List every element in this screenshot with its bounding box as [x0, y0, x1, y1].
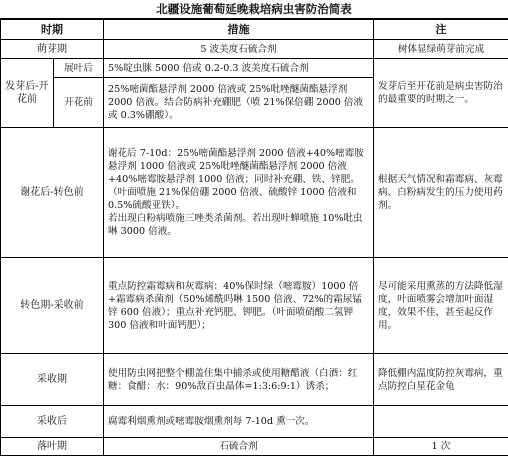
- period-cell: 谢花后-转色前: [1, 128, 104, 258]
- measure-cell: [104, 128, 374, 258]
- period-cell: 采收后: [1, 406, 104, 438]
- header-note: 注: [374, 19, 508, 40]
- note-cell: 1 次: [374, 438, 508, 456]
- header-row: [1, 19, 508, 40]
- table-row: [1, 438, 508, 456]
- note-cell: 根据天气情况和霜霉病、灰霉病、白粉病发生的压力使用药剂。: [374, 128, 508, 258]
- measure-cell: 腐霉利烟熏剂或嘧霉胺烟熏剂每 7-10d 熏一次。: [104, 406, 374, 438]
- measure-cell: 5%啶虫脒 5000 倍或 0.2-0.3 波美度石硫合剂: [104, 59, 374, 78]
- period-cell: 转色期-采收前: [1, 258, 104, 354]
- measure-cell: 石硫合剂: [104, 438, 374, 456]
- measure-cell: 5 波美度石硫合剂: [104, 40, 374, 59]
- table-row: [1, 406, 508, 438]
- period-cell: 萌芽期: [1, 40, 104, 59]
- note-cell: 树体显绿萌芽前完成: [374, 40, 508, 59]
- period-cell: 采收期: [1, 354, 104, 406]
- measure-text-extra: 若出现白粉病喷施三唑类杀菌剂。若出现叶蝉喷施 10%吡虫啉 3000 倍液。: [108, 213, 363, 237]
- sub-period-cell: 展叶后: [54, 59, 104, 78]
- period-cell: 落叶期: [1, 438, 104, 456]
- header-period: 时期: [1, 19, 104, 40]
- measure-cell: 重点防控霜霉病和灰霉病：40%保时绿（嘧霉胺）1000 倍+霜霉病杀菌剂（50%烯酰吗啉 1500 倍液、72%的霜尿锰锌 600 倍液）；重点补充钙肥、钾肥。（叶面喷硝酸二氢钾 300 倍液和叶面钙肥）；: [104, 258, 374, 354]
- note-cell: [374, 406, 508, 438]
- table-title: 北疆设施葡萄延晚栽培病虫害防治简表: [156, 2, 352, 16]
- header-measure: 措施: [104, 19, 374, 40]
- table-row: [1, 40, 508, 59]
- measure-cell: 25%嘧菌酯悬浮剂 2000 倍液或 25%吡唑醚菌酯悬浮剂 2000 倍液。结合防病补充硼肥（喷 21%保倍硼 2000 倍液或 0.3%硼酸）。: [104, 78, 374, 128]
- measure-text: 谢花后 7-10d：25%嘧菌酯悬浮剂 2000 倍液+40%嘧霉胺悬浮剂 1000 倍液或 25%吡唑醚菌酯悬浮剂 2000 倍液+40%嘧霉胺悬浮剂 1000 倍液；同时补充硼、铁、锌肥。（叶面喷施 21%保倍硼 2000 倍液、硫酸锌 1000 倍液和 0.5%硫酸亚铁）。: [108, 148, 364, 211]
- measure-cell: 使用防虫网把整个棚盖住集中捕杀或使用糖醋液（白酒：红糖：食醋：水：90%敌百虫晶体=1:3:6:9:1）诱杀；: [104, 354, 374, 406]
- table-row: [1, 128, 508, 258]
- note-cell: 降低棚内温度防控灰霉病，重点防控白星花金龟: [374, 354, 508, 406]
- table-row: [1, 354, 508, 406]
- sub-period-cell: 开花前: [54, 78, 104, 128]
- pest-control-table: [0, 18, 508, 456]
- table-row: [1, 59, 508, 78]
- period-cell: 发芽后-开花前: [1, 59, 54, 128]
- note-cell: 发芽后至开花前是病虫害防治的最重要的时期之一。: [374, 59, 508, 128]
- note-cell: 尽可能采用熏蒸的方法降低湿度，叶面喷雾会增加叶面湿度，效果不佳，甚至起反作用。: [374, 258, 508, 354]
- table-row: [1, 258, 508, 354]
